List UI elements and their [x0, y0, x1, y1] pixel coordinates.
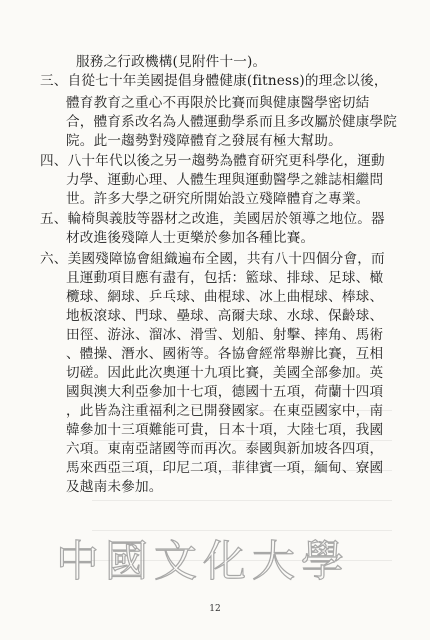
text-line: 材改進後殘障人士更樂於參加各種比賽。: [66, 230, 315, 246]
text-line: 六項。東南亞諸國等而再次。泰國與新加坡各四項，: [66, 441, 384, 457]
university-watermark: 中國文化大學: [56, 537, 350, 587]
page-number: 12: [209, 604, 221, 614]
text-line: 六、美國殘障協會組織遍布全國，共有八十四個分會，而: [40, 251, 385, 267]
text-line: 力學、運動心理、人體生理與運動醫學之雜誌相繼問: [66, 172, 384, 188]
text-line: 田徑、游泳、溜冰、滑雪、划船、射擊、摔角、馬術: [66, 327, 384, 343]
text-line: 及越南未參加。: [66, 479, 163, 495]
text-line: ，此皆為注重福利之已開發國家。在東亞國家中，南: [66, 403, 384, 419]
text-line: 且運動項目應有盡有，包括：籃球、排球、足球、橄: [66, 270, 384, 286]
text-line: 國與澳大利亞參加十七項，德國十五項，荷蘭十四項: [66, 384, 384, 400]
text-line: 地板滾球、門球、壘球、高爾夫球、水球、保齡球、: [66, 308, 384, 324]
text-line: 四、八十年代以後之另一趨勢為體育研究更科學化，運動: [40, 153, 385, 169]
text-line: 院。此一趨勢對殘障體育之發展有極大幫助。: [66, 133, 342, 149]
text-line: 欖球、網球、乒乓球、曲棍球、冰上曲棍球、棒球、: [66, 289, 384, 305]
text-line: 切磋。因此此次奧運十九項比賽，美國全部參加。英: [66, 365, 384, 381]
text-line: 世。許多大學之研究所開始設立殘障體育之專業。: [66, 191, 370, 207]
text-line: 體育教育之重心不再限於比賽而與健康醫學密切結: [66, 95, 370, 111]
text-line: 、體操、潛水、國術等。各協會經常舉辦比賽，互相: [66, 346, 384, 362]
text-line: 五、輪椅與義肢等器材之改進，美國居於領導之地位。器: [40, 211, 385, 227]
text-line: 韓參加十三項難能可貴，日本十項，大陸七項，我國: [66, 422, 384, 438]
text-line: 馬來西亞三項，印尼二項，菲律賓一項，緬甸、寮國: [66, 460, 384, 476]
text-line: 三、自從七十年美國提倡身體健康(fitness)的理念以後，: [40, 73, 388, 89]
text-line: 合，體育系改名為人體運動學系而且多改屬於健康學院: [66, 114, 398, 130]
text-line: 服務之行政機構(見附件十一)。: [76, 54, 267, 70]
